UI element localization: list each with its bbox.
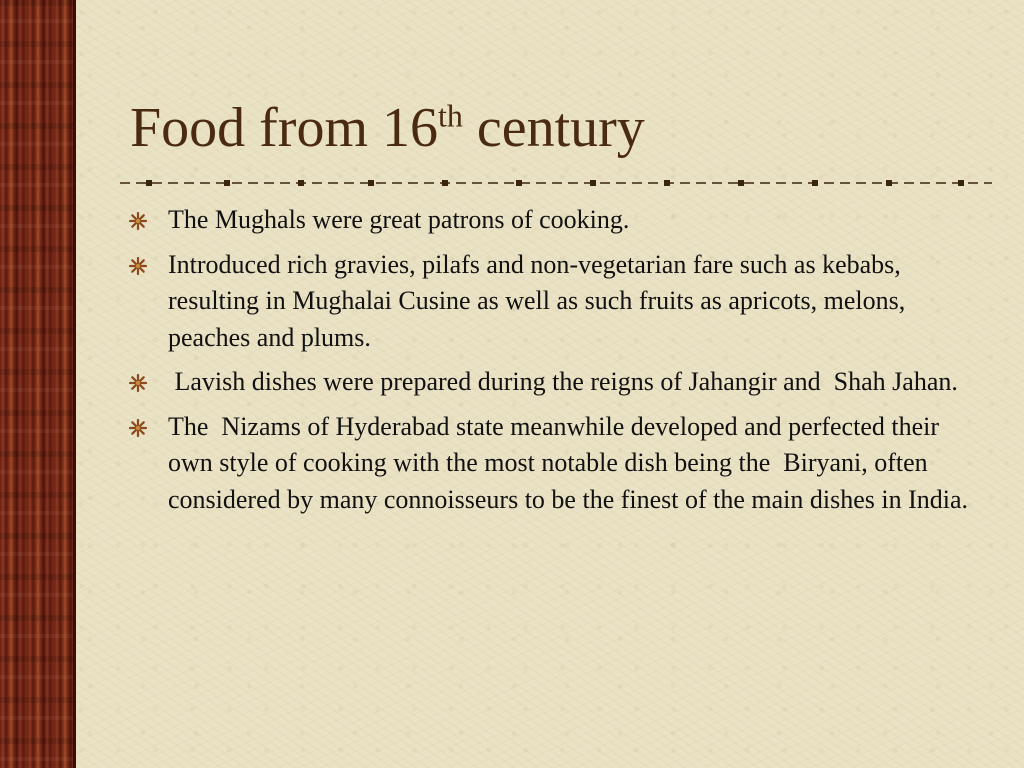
bullet-list [128, 202, 988, 526]
asterisk-star-icon [128, 418, 148, 438]
asterisk-star-icon [128, 211, 148, 231]
title-superscript: th [438, 97, 463, 134]
title-divider [120, 176, 992, 190]
bullet-item [128, 409, 988, 519]
bullet-text: The Mughals were great patrons of cooking. [168, 205, 630, 234]
title-main: Food from 16 [130, 97, 438, 159]
bullet-item [128, 247, 988, 357]
slide-title [130, 96, 645, 160]
title-end: century [462, 97, 645, 159]
asterisk-star-icon [128, 256, 148, 276]
bullet-item [128, 202, 988, 239]
bullet-text: The Nizams of Hyderabad state meanwhile developed and perfected their own style of cooking with the most notable dish being the Biryani, often considered by many connoisseurs to be the finest of the main dishes in India. [168, 411, 969, 514]
wood-border-strip [0, 0, 76, 768]
asterisk-star-icon [128, 373, 148, 393]
bullet-text: Lavish dishes were prepared during the reigns of Jahangir and Shah Jahan. [168, 367, 958, 396]
bullet-text: Introduced rich gravies, pilafs and non-vegetarian fare such as kebabs, resulting in Mughalai Cusine as well as such fruits as apricots, melons, peaches and plums. [168, 249, 906, 352]
bullet-item [128, 364, 988, 401]
